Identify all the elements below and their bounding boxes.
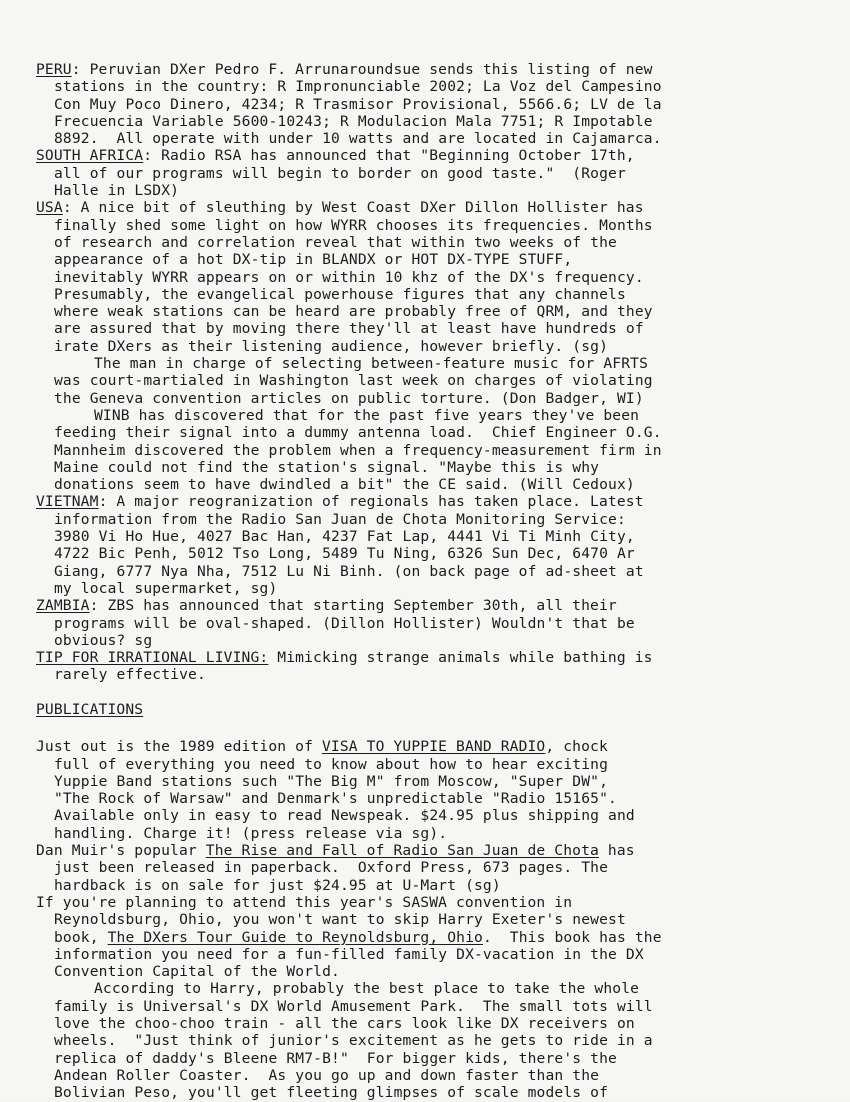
usa-entry [36,199,826,216]
visa-line: Yuppie Band stations such "The Big M" from Moscow, "Super DW", [54,772,609,790]
muir-line: hardback is on sale for just $24.95 at U-Mart (sg) [54,876,501,894]
newsletter-text [36,61,826,1102]
south-africa-heading: SOUTH AFRICA [36,147,144,165]
usa-line: was court-martialed in Washington last week on charges of violating [54,372,653,390]
exeter-text: book, [54,928,108,946]
zambia-heading: ZAMBIA [36,597,90,615]
vietnam-entry [36,493,826,510]
tip-line: rarely effective. [54,666,206,684]
zambia-text: : ZBS has announced that starting September 30th, all their [89,597,617,615]
muir-line: just been released in paperback. Oxford Press, 673 pages. The [54,859,609,877]
muir-text: Dan Muir's popular [36,842,206,860]
usa-line: where weak stations can be heard are probably free of QRM, and they [54,303,653,321]
peru-text: : Peruvian DXer Pedro F. Arrunaroundsue sends this listing of new [71,61,653,78]
visa-line: "The Rock of Warsaw" and Denmark's unpredictable "Radio 15165". [54,790,617,808]
exeter-line: information you need for a fun-filled family DX-vacation in the DX [54,945,644,963]
visa-line: Available only in easy to read Newspeak. $24.95 plus shipping and [54,807,635,825]
peru-line: Con Muy Poco Dinero, 4234; R Trasmisor Provisional, 5566.6; LV de la [54,95,662,113]
vietnam-line: information from the Radio San Juan de Chota Monitoring Service: [54,510,626,528]
exeter-text: . This book has the [482,928,662,946]
tip-text: Mimicking strange animals while bathing is [268,649,653,667]
usa-text: : A nice bit of sleuthing by West Coast DXer Dillon Hollister has [62,199,644,217]
peru-entry [36,61,826,78]
usa-heading: USA [36,199,63,217]
south-africa-line: all of our programs will begin to border on good taste." (Roger [54,164,626,182]
zambia-line: obvious? sg [54,631,153,649]
publications-heading: PUBLICATIONS [36,700,144,718]
vietnam-line: Giang, 6777 Nya Nha, 7512 Lu Ni Binh. (on back page of ad-sheet at [54,562,644,580]
usa-line: Maine could not find the station's signal. "Maybe this is why [54,458,600,476]
muir-text: has [599,842,635,860]
visa-line: full of everything you need to know about how to hear exciting [54,755,609,773]
peru-line: 8892. All operate with under 10 watts and are located in Cajamarca. [54,130,662,148]
visa-entry [36,738,826,755]
book-title-muir: The Rise and Fall of Radio San Juan de Chota [205,842,599,860]
usa-line: Mannheim discovered the problem when a frequency-measurement firm in [54,441,662,459]
exeter-line: family is Universal's DX World Amusement Park. The small tots will [54,997,653,1015]
muir-entry [36,842,826,859]
usa-paragraph-winb: WINB has discovered that for the past five years they've been [94,406,640,424]
south-africa-entry [36,147,826,164]
book-title-exeter: The DXers Tour Guide to Reynoldsburg, Ohio [107,928,483,946]
usa-line: of research and correlation reveal that within two weeks of the [54,233,617,251]
visa-line: handling. Charge it! (press release via sg). [54,824,448,842]
peru-heading: PERU [36,61,72,78]
zambia-line: programs will be oval-shaped. (Dillon Hollister) Wouldn't that be [54,614,635,632]
exeter-entry: If you're planning to attend this year's SASWA convention in [36,893,573,911]
visa-text: , chock [545,738,608,756]
usa-line: inevitably WYRR appears on or within 10 khz of the DX's frequency. [54,268,644,286]
usa-paragraph-afrts: The man in charge of selecting between-feature music for AFRTS [94,355,649,373]
usa-line: the Geneva convention articles on public torture. (Don Badger, WI) [54,389,644,407]
vietnam-line: my local supermarket, sg) [54,579,278,597]
zambia-entry [36,597,826,614]
vietnam-line: 4722 Bic Penh, 5012 Tso Long, 5489 Tu Ning, 6326 Sun Dec, 6470 Ar [54,545,635,563]
exeter-line: love the choo-choo train - all the cars look like DX receivers on [54,1015,635,1033]
exeter-line: wheels. "Just think of junior's excitement as he gets to ride in a [54,1032,653,1050]
south-africa-line: Halle in LSDX) [54,182,180,200]
usa-line: appearance of a hot DX-tip in BLANDX or HOT DX-TYPE STUFF, [54,251,573,269]
vietnam-text: : A major reogranization of regionals has taken place. Latest [98,493,644,511]
tip-entry [36,649,826,666]
exeter-line [36,929,826,946]
exeter-line: Andean Roller Coaster. As you go up and down faster than the [54,1066,600,1084]
peru-line: stations in the country: R Impronunciable 2002; La Voz del Campesino [54,78,662,96]
exeter-paragraph-park: According to Harry, probably the best place to take the whole [94,980,640,998]
spacer [36,718,826,738]
usa-line: are assured that by moving there they'll at least have hundreds of [54,320,644,338]
spacer [36,684,826,701]
vietnam-line: 3980 Vi Ho Hue, 4027 Bac Han, 4237 Fat Lap, 4441 Vi Ti Minh City, [54,528,635,546]
usa-line: donations seem to have dwindled a bit" the CE said. (Will Cedoux) [54,476,635,494]
peru-line: Frecuencia Variable 5600-10243; R Modulacion Mala 7751; R Impotable [54,112,653,130]
vietnam-heading: VIETNAM [36,493,99,511]
exeter-line: Convention Capital of the World. [54,963,340,981]
book-title-visa: VISA TO YUPPIE BAND RADIO [321,738,546,756]
exeter-line: Bolivian Peso, you'll get fleeting glimpses of scale models of [54,1084,609,1102]
usa-line: Presumably, the evangelical powerhouse figures that any channels [54,285,626,303]
exeter-line: Reynoldsburg, Ohio, you won't want to skip Harry Exeter's newest [54,911,626,929]
tip-heading: TIP FOR IRRATIONAL LIVING: [36,649,269,667]
usa-line: irate DXers as their listening audience, however briefly. (sg) [54,337,609,355]
visa-text: Just out is the 1989 edition of [36,738,322,756]
exeter-line: replica of daddy's Bleene RM7-B!" For bigger kids, there's the [54,1049,617,1067]
usa-line: feeding their signal into a dummy antenna load. Chief Engineer O.G. [54,424,662,442]
south-africa-text: : Radio RSA has announced that "Beginning October 17th, [143,147,635,165]
usa-line: finally shed some light on how WYRR chooses its frequencies. Months [54,216,653,234]
publications-heading-row [36,701,826,718]
